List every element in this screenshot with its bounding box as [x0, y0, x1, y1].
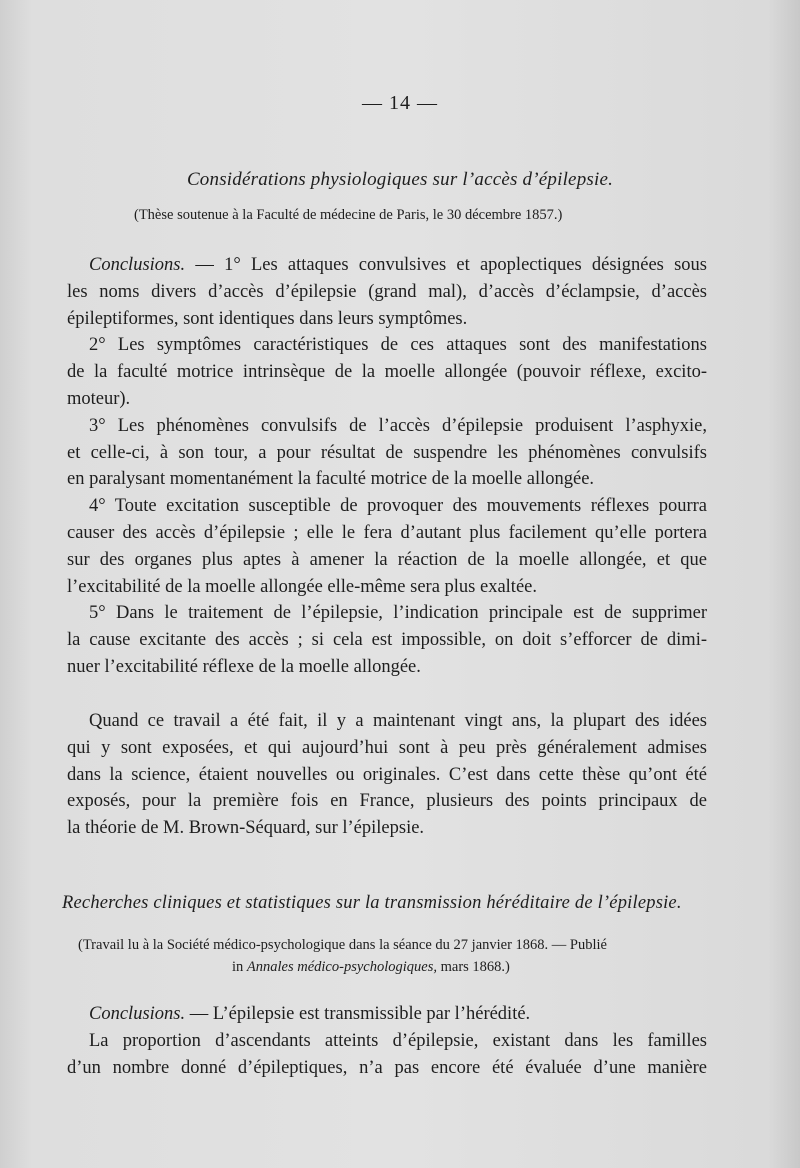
text-line: moteur). [67, 388, 131, 409]
text-line: nuer l’excitabilité réflexe de la moelle allongée. [67, 656, 421, 677]
text-line: de la faculté motrice intrinsèque de la moelle allongée (pouvoir réflexe, excito- [67, 362, 707, 383]
text-line: 3° Les phénomènes convulsifs de l’accès d’épilepsie produisent l’asphyxie, [89, 415, 707, 436]
text-line: sur des organes plus aptes à amener la réaction de la moelle allongée, et que [67, 549, 707, 570]
text-line: l’excitabilité de la moelle allongée elle-même sera plus exaltée. [67, 576, 537, 597]
text-line: Conclusions. — 1° Les attaques convulsives et apoplectiques désignées sous [67, 252, 707, 279]
page-number: — 14 — [362, 92, 438, 114]
text-line: dans la science, étaient nouvelles ou originales. C’est dans cette thèse qu’ont été [67, 764, 707, 785]
section-note-1: (Thèse soutenue à la Faculté de médecine de Paris, le 30 décembre 1857.) [134, 207, 563, 223]
journal-name: Annales médico-psychologiques, [246, 959, 437, 975]
text-line: Conclusions. — L’épilepsie est transmissible par l’hérédité. [67, 1001, 707, 1028]
section-title-1: Considérations physiologiques sur l’accès d’épilepsie. [186, 169, 614, 190]
conclusions-label: Conclusions. [89, 255, 186, 275]
conclusions-paragraph-1 [67, 252, 707, 681]
text-line: exposés, pour la première fois en France, plusieurs des points principaux de [67, 791, 707, 812]
text-line: épileptiformes, sont identiques dans leurs symptômes. [67, 308, 468, 329]
conclusions-paragraph-2 [67, 1001, 707, 1081]
section-note-2-line-1: (Travail lu à la Société médico-psychologique dans la séance du 27 janvier 1868. — Publié [78, 937, 607, 953]
text-line: et celle-ci, à son tour, a pour résultat de suspendre les phénomènes convulsifs [67, 442, 707, 463]
text-line: la cause excitante des accès ; si cela est impossible, on doit s’efforcer de dimi- [67, 630, 707, 651]
text-line: causer des accès d’épilepsie ; elle le fera d’autant plus facilement qu’elle portera [67, 522, 707, 543]
text-line: 2° Les symptômes caractéristiques de ces attaques sont des manifestations [89, 335, 707, 356]
section-title-2: Recherches cliniques et statistiques sur la transmission héréditaire de l’épilepsie. [62, 893, 682, 913]
text-line: qui y sont exposées, et qui aujourd’hui sont à peu près généralement admises [67, 737, 707, 758]
text-line: Quand ce travail a été fait, il y a maintenant vingt ans, la plupart des idées [89, 711, 707, 731]
closing-paragraph-1 [67, 708, 707, 842]
text-line: en paralysant momentanément la faculté motrice de la moelle allongée. [67, 469, 595, 490]
text-line: d’un nombre donné d’épileptiques, n’a pas encore été évaluée d’une manière [67, 1057, 707, 1078]
text-line: les noms divers d’accès d’épilepsie (grand mal), d’accès d’éclampsie, d’accès [67, 281, 707, 302]
text-line: La proportion d’ascendants atteints d’épilepsie, existant dans les familles [89, 1030, 707, 1051]
section-note-2-line-2: in Annales médico-psychologiques, mars 1868.) [232, 959, 510, 975]
text-line: la théorie de M. Brown-Séquard, sur l’épilepsie. [67, 818, 425, 839]
text-line: 5° Dans le traitement de l’épilepsie, l’indication principale est de supprimer [89, 603, 707, 624]
conclusions-label: Conclusions. [89, 1004, 186, 1024]
text-line: 4° Toute excitation susceptible de provoquer des mouvements réflexes pourra [89, 496, 707, 517]
